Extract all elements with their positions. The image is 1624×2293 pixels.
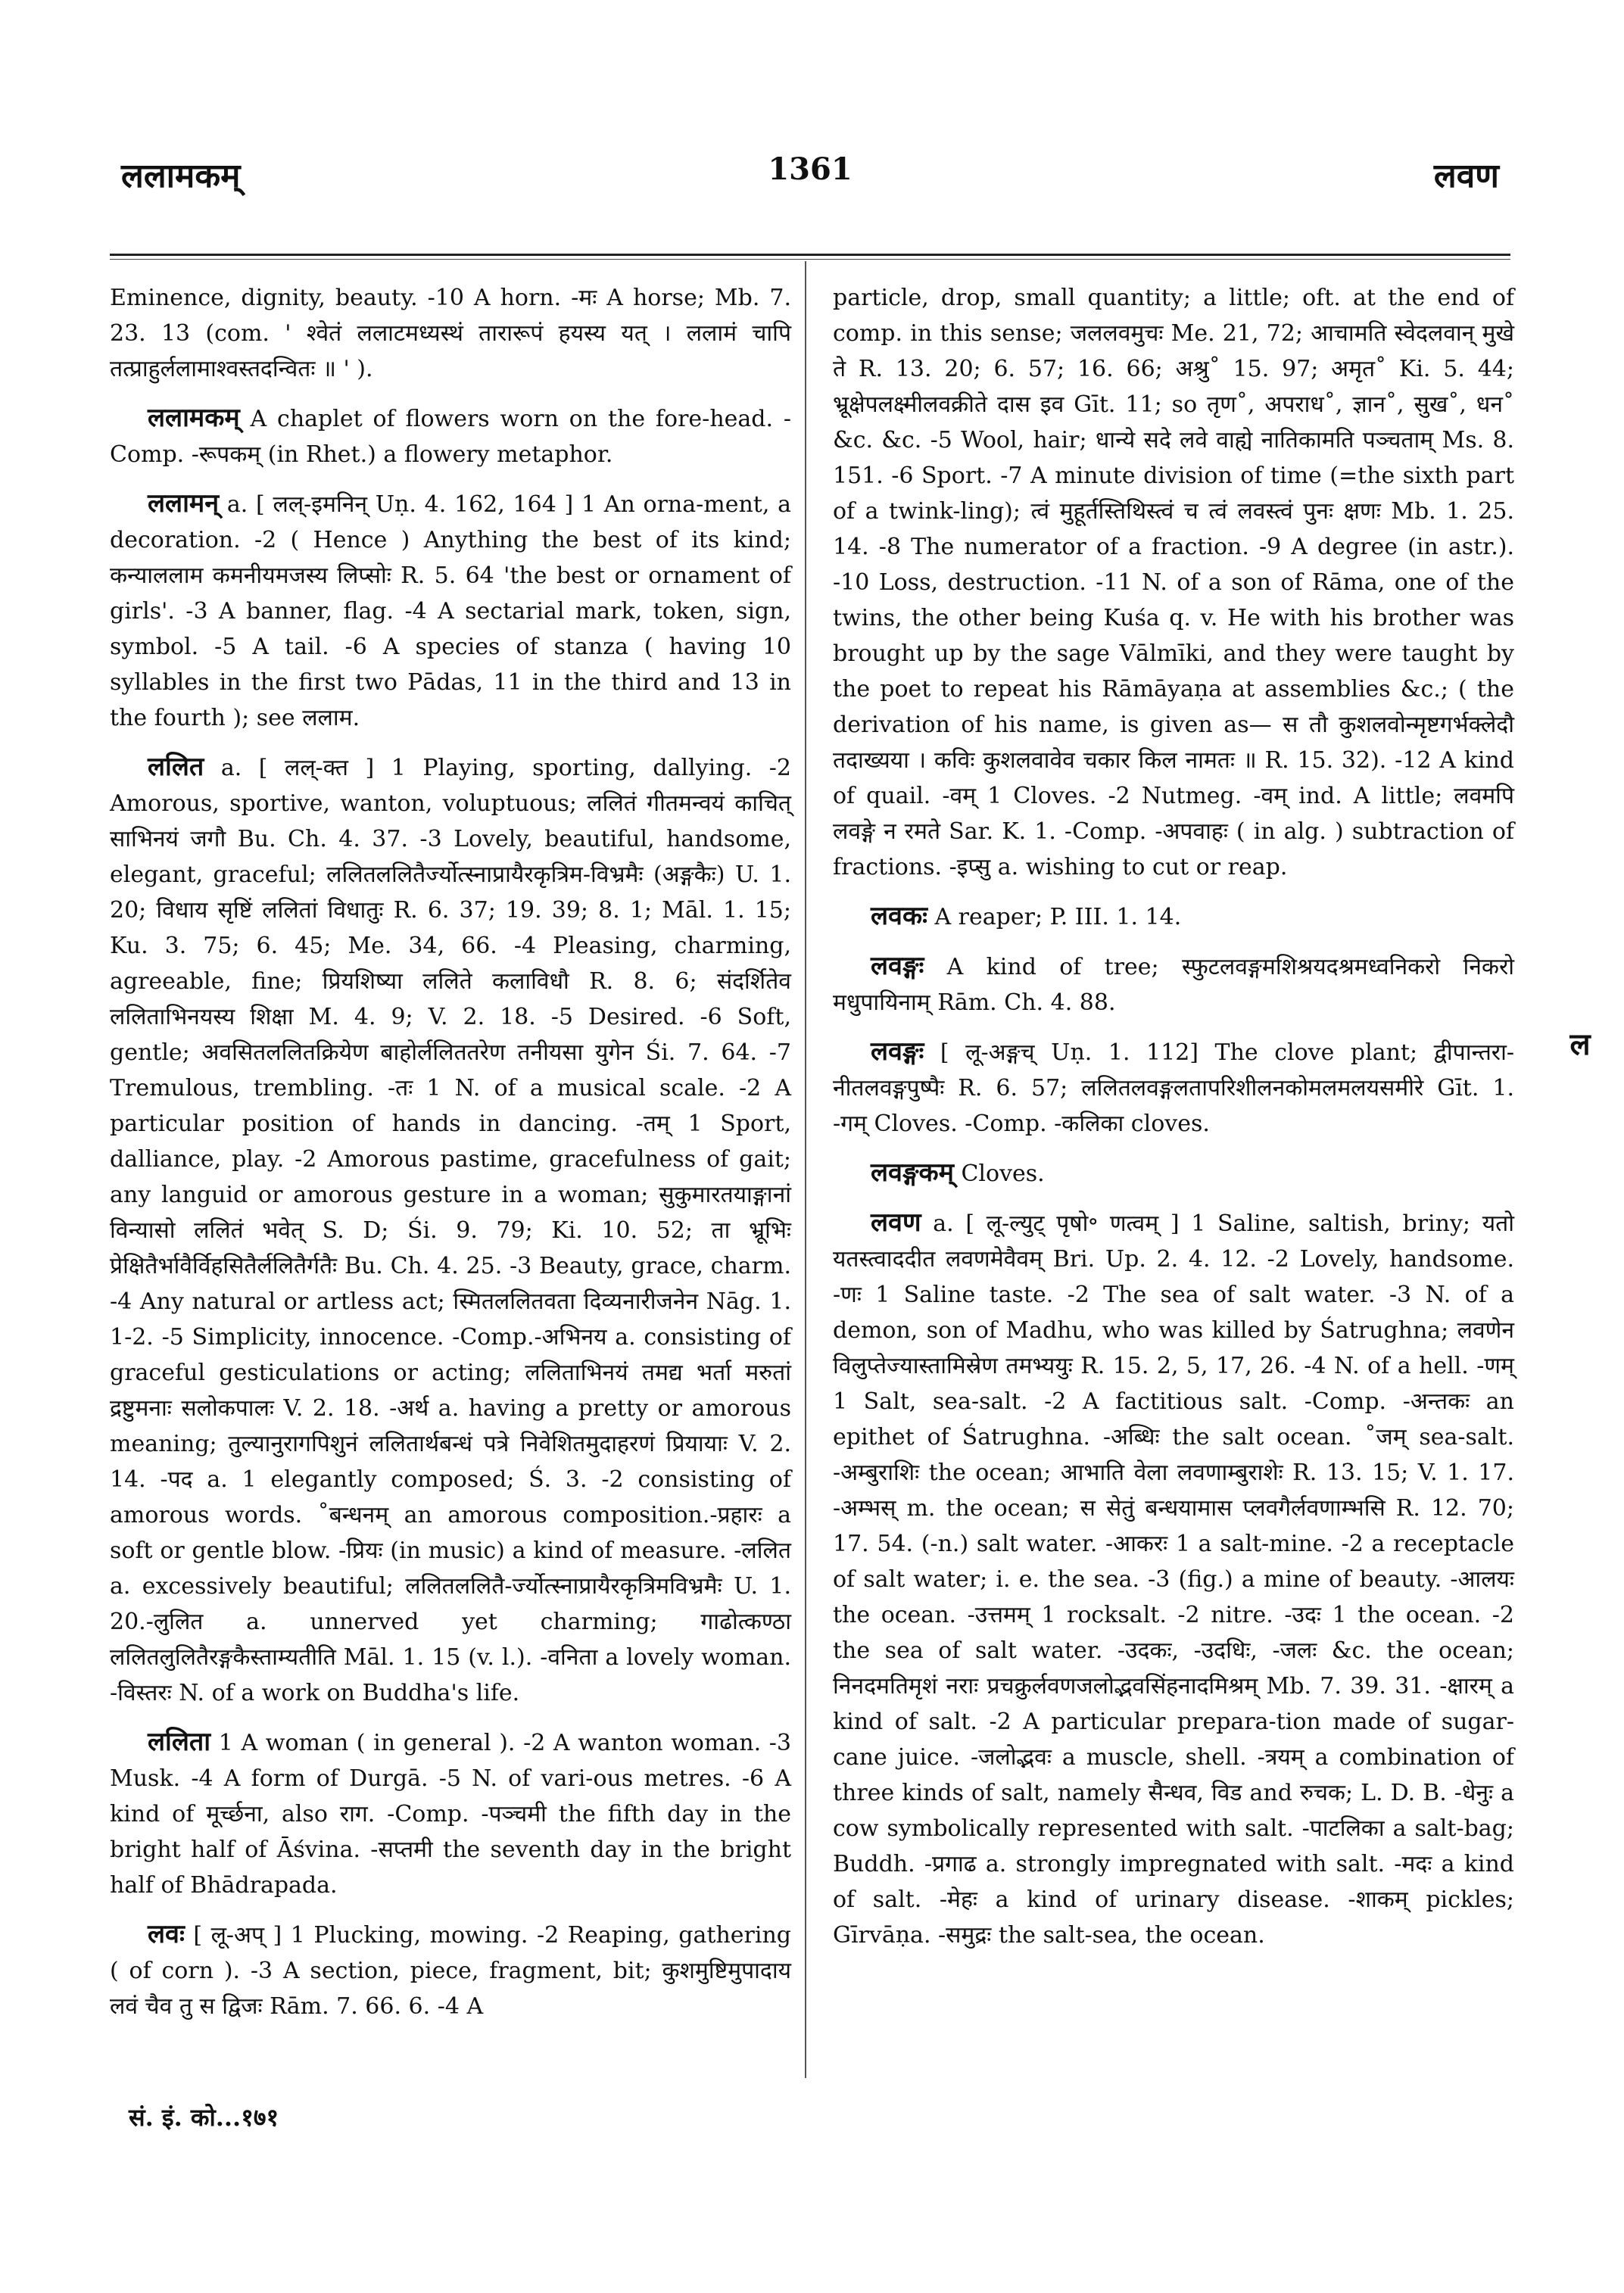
dictionary-entry bbox=[833, 1205, 1514, 1953]
left-guide-word: ललामकम् bbox=[121, 157, 241, 195]
dictionary-entry bbox=[110, 486, 791, 736]
entry-text: [ लू-अङ्गच् Uṇ. 1. 112] The clove plant; द्वीपान्तरा-नीतलवङ्गपुष्पैः R. 6. 57; ललितलवङ्गलतापरिशीलनकोमलमलयसमीरे Gīt. 1. -गम् Cloves. -Comp. -कलिका cloves. bbox=[833, 1039, 1514, 1137]
headword: लवङ्गः bbox=[871, 951, 924, 981]
entry-text: A reaper; P. III. 1. 14. bbox=[927, 904, 1182, 930]
headword: लवण bbox=[871, 1207, 921, 1238]
thumb-index-letter: ल bbox=[1569, 1027, 1591, 1062]
entry-text: Eminence, dignity, beauty. -10 A horn. -मः A horse; Mb. 7. 23. 13 (com. ' श्वेतं ललाटमध्यस्थं तारारूपं हयस्य यत् । ललामं चापि तत्प्राहुर्ललामाश्वस्तदन्वितः ॥ ' ). bbox=[110, 285, 791, 382]
thumb-index-mark bbox=[1566, 1014, 1594, 1075]
headword: ललिता bbox=[148, 1727, 211, 1757]
dictionary-entry bbox=[833, 1034, 1514, 1142]
entry-text: a. [ लल्-इमनिन् Uṇ. 4. 162, 164 ] 1 An orna-ment, a decoration. -2 ( Hence ) Anything the best of its kind; कन्याललाम कमनीयमजस्य लिप्सोः R. 5. 64 'the best or ornament of girls'. -3 A banner, flag. -4 A sectarial mark, token, sign, symbol. -5 A tail. -6 A species of stanza ( having 10 syllables in the first two Pādas, 11 in the third and 13 in the fourth ); see ललाम. bbox=[110, 491, 791, 731]
right-guide-word: लवण bbox=[1433, 157, 1499, 195]
headword: लवङ्गकम् bbox=[871, 1157, 954, 1188]
entry-text: a. [ लू-ल्युट् पृषो॰ णत्वम् ] 1 Saline, saltish, briny; यतो यतस्त्वाददीत लवणमेवैवम् Bri. Up. 2. 4. 12. -2 Lovely, handsome. -णः 1 Saline taste. -2 The sea of salt water. -3 N. of a demon, son of Madhu, who was killed by Śatrughna; लवणेन विलुप्तेज्यास्तामिस्रेण तमभ्ययुः R. 15. 2, 5, 17, 26. -4 N. of a hell. -णम् 1 Salt, sea-salt. -2 A factitious salt. -Comp. -अन्तकः an epithet of Śatrughna. -अब्धिः the salt ocean. ˚जम् sea-salt. -अम्बुराशिः the ocean; आभाति वेला लवणाम्बुराशेः R. 13. 15; V. 1. 17. -अम्भस् m. the ocean; स सेतुं बन्धयामास प्लवगैर्लवणाम्भसि R. 12. 70; 17. 54. (-n.) salt water. -आकरः 1 a salt-mine. -2 a receptacle of salt water; i. e. the sea. -3 (fig.) a mine of beauty. -आलयः the ocean. -उत्तमम् 1 rocksalt. -2 nitre. -उदः 1 the ocean. -2 the sea of salt water. -उदकः, -उदधिः, -जलः &c. the ocean; निनदमतिमृशं नराः प्रचक्रुर्लवणजलोद्भवसिंहनादमिश्रम् Mb. 7. 39. 31. -क्षारम् a kind of salt. -2 A particular prepara-tion made of sugar-cane juice. -जलोद्भवः a muscle, shell. -त्रयम् a combination of three kinds of salt, namely सैन्धव, विड and रुचक; L. D. B. -धेनुः a cow symbolically represented with salt. -पाटलिका a salt-bag; Buddh. -प्रगाढ a. strongly impregnated with salt. -मदः a kind of salt. -मेहः a kind of urinary disease. -शाकम् pickles; Gīrvāṇa. -समुद्रः the salt-sea, the ocean. bbox=[833, 1210, 1514, 1949]
dictionary-entry bbox=[833, 949, 1514, 1020]
headword: लवः bbox=[148, 1919, 185, 1949]
header-rule bbox=[110, 254, 1510, 256]
page-number: 1361 bbox=[768, 151, 853, 187]
headword: लवङ्गः bbox=[871, 1036, 924, 1067]
left-column bbox=[110, 280, 791, 2038]
dictionary-entry bbox=[833, 280, 1514, 885]
entry-text: a. [ लल्-क्त ] 1 Playing, sporting, dallying. -2 Amorous, sportive, wanton, voluptuous; ललितं गीतमन्वयं काचित् साभिनयं जगौ Bu. Ch. 4. 37. -3 Lovely, beautiful, handsome, elegant, graceful; ललितललितैर्ज्योत्स्नाप्रायैरकृत्रिम-विभ्रमैः (अङ्गकैः) U. 1. 20; विधाय सृष्टिं ललितां विधातुः R. 6. 37; 19. 39; 8. 1; Māl. 1. 15; Ku. 3. 75; 6. 45; Me. 34, 66. -4 Pleasing, charming, agreeable, fine; प्रियशिष्या ललिते कलाविधौ R. 8. 6; संदर्शितेव ललिताभिनयस्य शिक्षा M. 4. 9; V. 2. 18. -5 Desired. -6 Soft, gentle; अवसितललितक्रियेण बाहोर्ललिततरेण तनीयसा युगेन Śi. 7. 64. -7 Tremulous, trembling. -तः 1 N. of a musical scale. -2 A particular position of hands in dancing. -तम् 1 Sport, dalliance, play. -2 Amorous pastime, gracefulness of gait; any languid or amorous gesture in a woman; सुकुमारतयाङ्गानां विन्यासो ललितं भवेत् S. D; Śi. 9. 79; Ki. 10. 52; ता भ्रूभिः प्रेक्षितैर्भावैर्विहसितैर्ललितैर्गतैः Bu. Ch. 4. 25. -3 Beauty, grace, charm. -4 Any natural or artless act; स्मितललितवता दिव्यनारीजनेन Nāg. 1. 1-2. -5 Simplicity, innocence. -Comp.-अभिनय a. consisting of graceful gesticulations or acting; ललिताभिनयं तमद्य भर्ता मरुतां द्रष्टुमनाः सलोकपालः V. 2. 18. -अर्थ a. having a pretty or amorous meaning; तुल्यानुरागपिशुनं ललितार्थबन्धं पत्रे निवेशितमुदाहरणं प्रियायाः V. 2. 14. -पद a. 1 elegantly composed; Ś. 3. -2 consisting of amorous words. ˚बन्धनम् an amorous composition.-प्रहारः a soft or gentle blow. -प्रियः (in music) a kind of measure. -ललित a. excessively beautiful; ललितललितै-र्ज्योत्स्नाप्रायैरकृत्रिमविभ्रमैः U. 1. 20.-लुलित a. unnerved yet charming; गाढोत्कण्ठा ललितलुलितैरङ्गकैस्ताम्यतीति Māl. 1. 15 (v. l.). -वनिता a lovely woman. -विस्तरः N. of a work on Buddha's life. bbox=[110, 755, 791, 1706]
dictionary-entry bbox=[833, 899, 1514, 935]
headword: लवकः bbox=[871, 901, 927, 931]
dictionary-entry bbox=[110, 280, 791, 387]
headword: ललामकम् bbox=[148, 403, 240, 433]
signature-mark: सं. इं. को...१७१ bbox=[129, 2103, 279, 2132]
entry-text: 1 A woman ( in general ). -2 A wanton woman. -3 Musk. -4 A form of Durgā. -5 N. of vari-ous metres. -6 A kind of मूर्च्छना, also राग. -Comp. -पञ्चमी the fifth day in the bright half of Āśvina. -सप्तमी the seventh day in the bright half of Bhādrapada. bbox=[110, 1730, 791, 1899]
entry-text: A kind of tree; स्फुटलवङ्गमशिश्रयदश्रमध्वनिकरो निकरो मधुपायिनाम् Rām. Ch. 4. 88. bbox=[833, 954, 1514, 1016]
headword: ललित bbox=[148, 752, 204, 782]
dictionary-entry bbox=[110, 400, 791, 472]
dictionary-entry bbox=[110, 1724, 791, 1903]
entry-text: particle, drop, small quantity; a little; oft. at the end of comp. in this sense; जललवमुचः Me. 21, 72; आचामति स्वेदलवान् मुखे ते R. 13. 20; 6. 57; 16. 66; अश्रु˚ 15. 97; अमृत˚ Ki. 5. 44; भ्रूक्षेपलक्ष्मीलवक्रीते दास इव Gīt. 11; so तृण˚, अपराध˚, ज्ञान˚, सुख˚, धन˚ &c. &c. -5 Wool, hair; धान्ये सदे लवे वाह्ये नातिकामति पञ्चताम् Ms. 8. 151. -6 Sport. -7 A minute division of time (=the sixth part of a twink-ling); त्वं मुहूर्तस्तिथिस्त्वं च त्वं लवस्त्वं पुनः क्षणः Mb. 1. 25. 14. -8 The numerator of a fraction. -9 A degree (in astr.). -10 Loss, destruction. -11 N. of a son of Rāma, one of the twins, the other being Kuśa q. v. He with his brother was brought up by the sage Vālmīki, and they were taught by the poet to repeat his Rāmāyaṇa at assemblies &c.; ( the derivation of his name, is given as— स तौ कुशलवोन्मृष्टगर्भक्लेदौ तदाख्यया । कविः कुशलवावेव चकार किल नामतः ॥ R. 15. 32). -12 A kind of quail. -वम् 1 Cloves. -2 Nutmeg. -वम् ind. A little; लवमपि लवङ्गे न रमते Sar. K. 1. -Comp. -अपवाहः ( in alg. ) subtraction of fractions. -इप्सु a. wishing to cut or reap. bbox=[833, 285, 1514, 880]
entry-text: A chaplet of flowers worn on the fore-head. -Comp. -रूपकम् (in Rhet.) a flowery metaphor. bbox=[110, 406, 791, 468]
page-header bbox=[106, 151, 1514, 235]
dictionary-entry bbox=[833, 1155, 1514, 1192]
column-divider bbox=[805, 261, 806, 2078]
dictionary-entry bbox=[110, 749, 791, 1711]
header-rule-thin bbox=[110, 259, 1510, 260]
headword: ललामन् bbox=[148, 488, 220, 519]
entry-text: [ लू-अप् ] 1 Plucking, mowing. -2 Reaping, gathering ( of corn ). -3 A section, piece, fragment, bit; कुशमुष्टिमुपादाय लवं चैव तु स द्विजः Rām. 7. 66. 6. -4 A bbox=[110, 1922, 791, 2020]
entry-text: Cloves. bbox=[953, 1161, 1045, 1187]
right-column bbox=[833, 280, 1514, 1967]
dictionary-entry bbox=[110, 1917, 791, 2024]
